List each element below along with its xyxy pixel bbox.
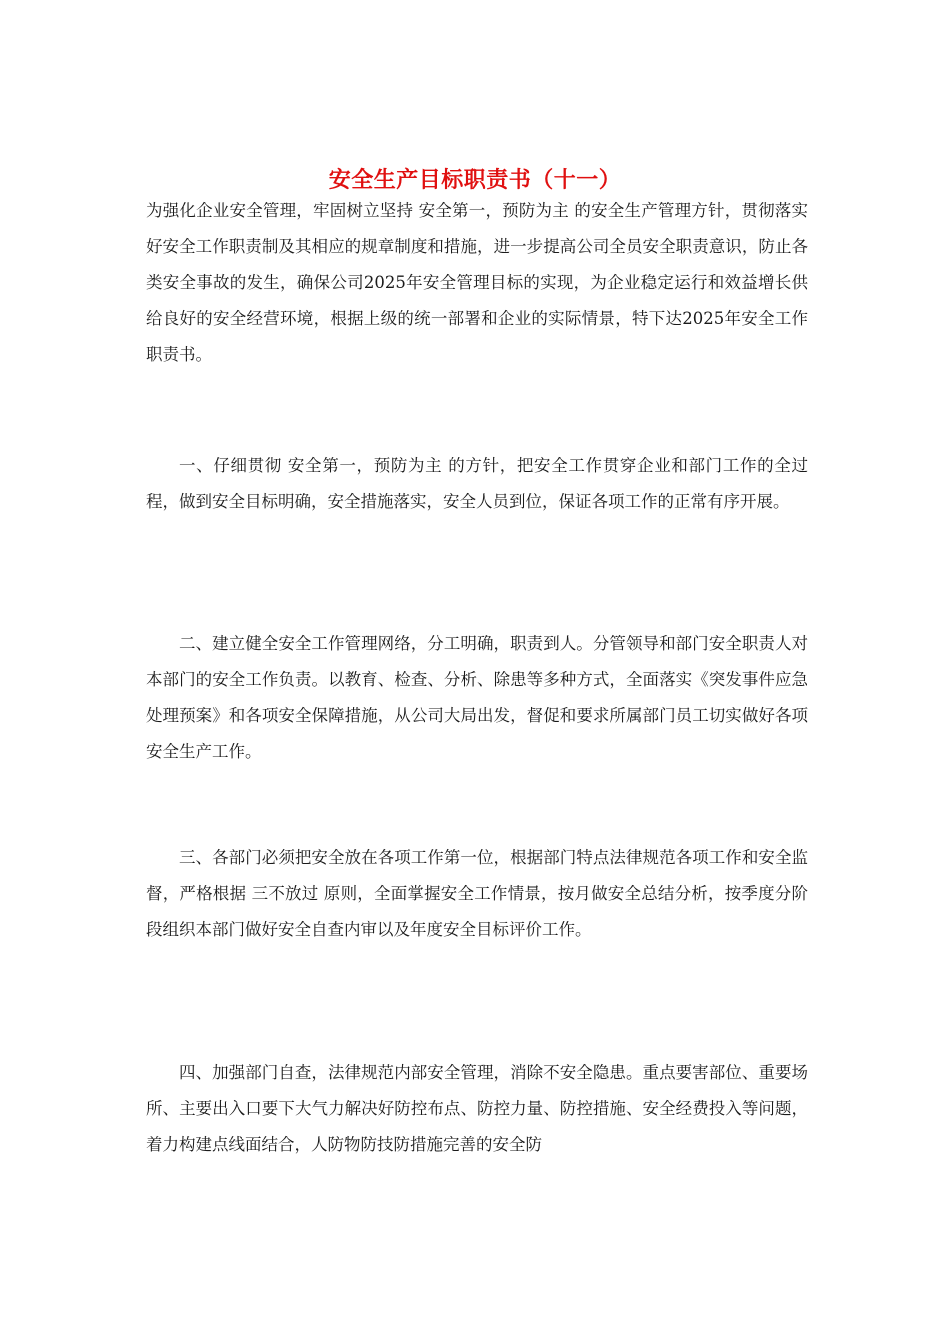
document-title: 安全生产目标职责书（十一） — [328, 166, 622, 193]
section-paragraph-3: 三、各部门必须把安全放在各项工作第一位，根据部门特点法律规范各项工作和安全监督，严格根据 三不放过 原则，全面掌握安全工作情景，按月做安全总结分析，按季度分阶段组织本部门做好安全自查内审以及年度安全目标评价工作。 — [146, 848, 808, 939]
section-paragraph-2: 二、建立健全安全工作管理网络，分工明确，职责到人。分管领导和部门安全职责人对本部门的安全工作负责。以教育、检查、分析、除患等多种方式，全面落实《突发事件应急处理预案》和各项安全保障措施，从公司大局出发，督促和要求所属部门员工切实做好各项安全生产工作。 — [146, 634, 808, 761]
section-paragraph-1: 一、仔细贯彻 安全第一，预防为主 的方针，把安全工作贯穿企业和部门工作的全过程，做到安全目标明确，安全措施落实，安全人员到位，保证各项工作的正常有序开展。 — [146, 456, 808, 511]
intro-paragraph: 为强化企业安全管理，牢固树立坚持 安全第一，预防为主 的安全生产管理方针，贯彻落实好安全工作职责制及其相应的规章制度和措施，进一步提高公司全员安全职责意识，防止各类安全事故的发生，确保公司2025年安全管理目标的实现，为企业稳定运行和效益增长供给良好的安全经营环境，根据上级的统一部署和企业的实际情景，特下达2025年安全工作职责书。 — [146, 201, 808, 364]
section-paragraph-4: 四、加强部门自查，法律规范内部安全管理，消除不安全隐患。重点要害部位、重要场所、主要出入口要下大气力解决好防控布点、防控力量、防控措施、安全经费投入等问题，着力构建点线面结合，人防物防技防措施完善的安全防 — [146, 1063, 808, 1154]
